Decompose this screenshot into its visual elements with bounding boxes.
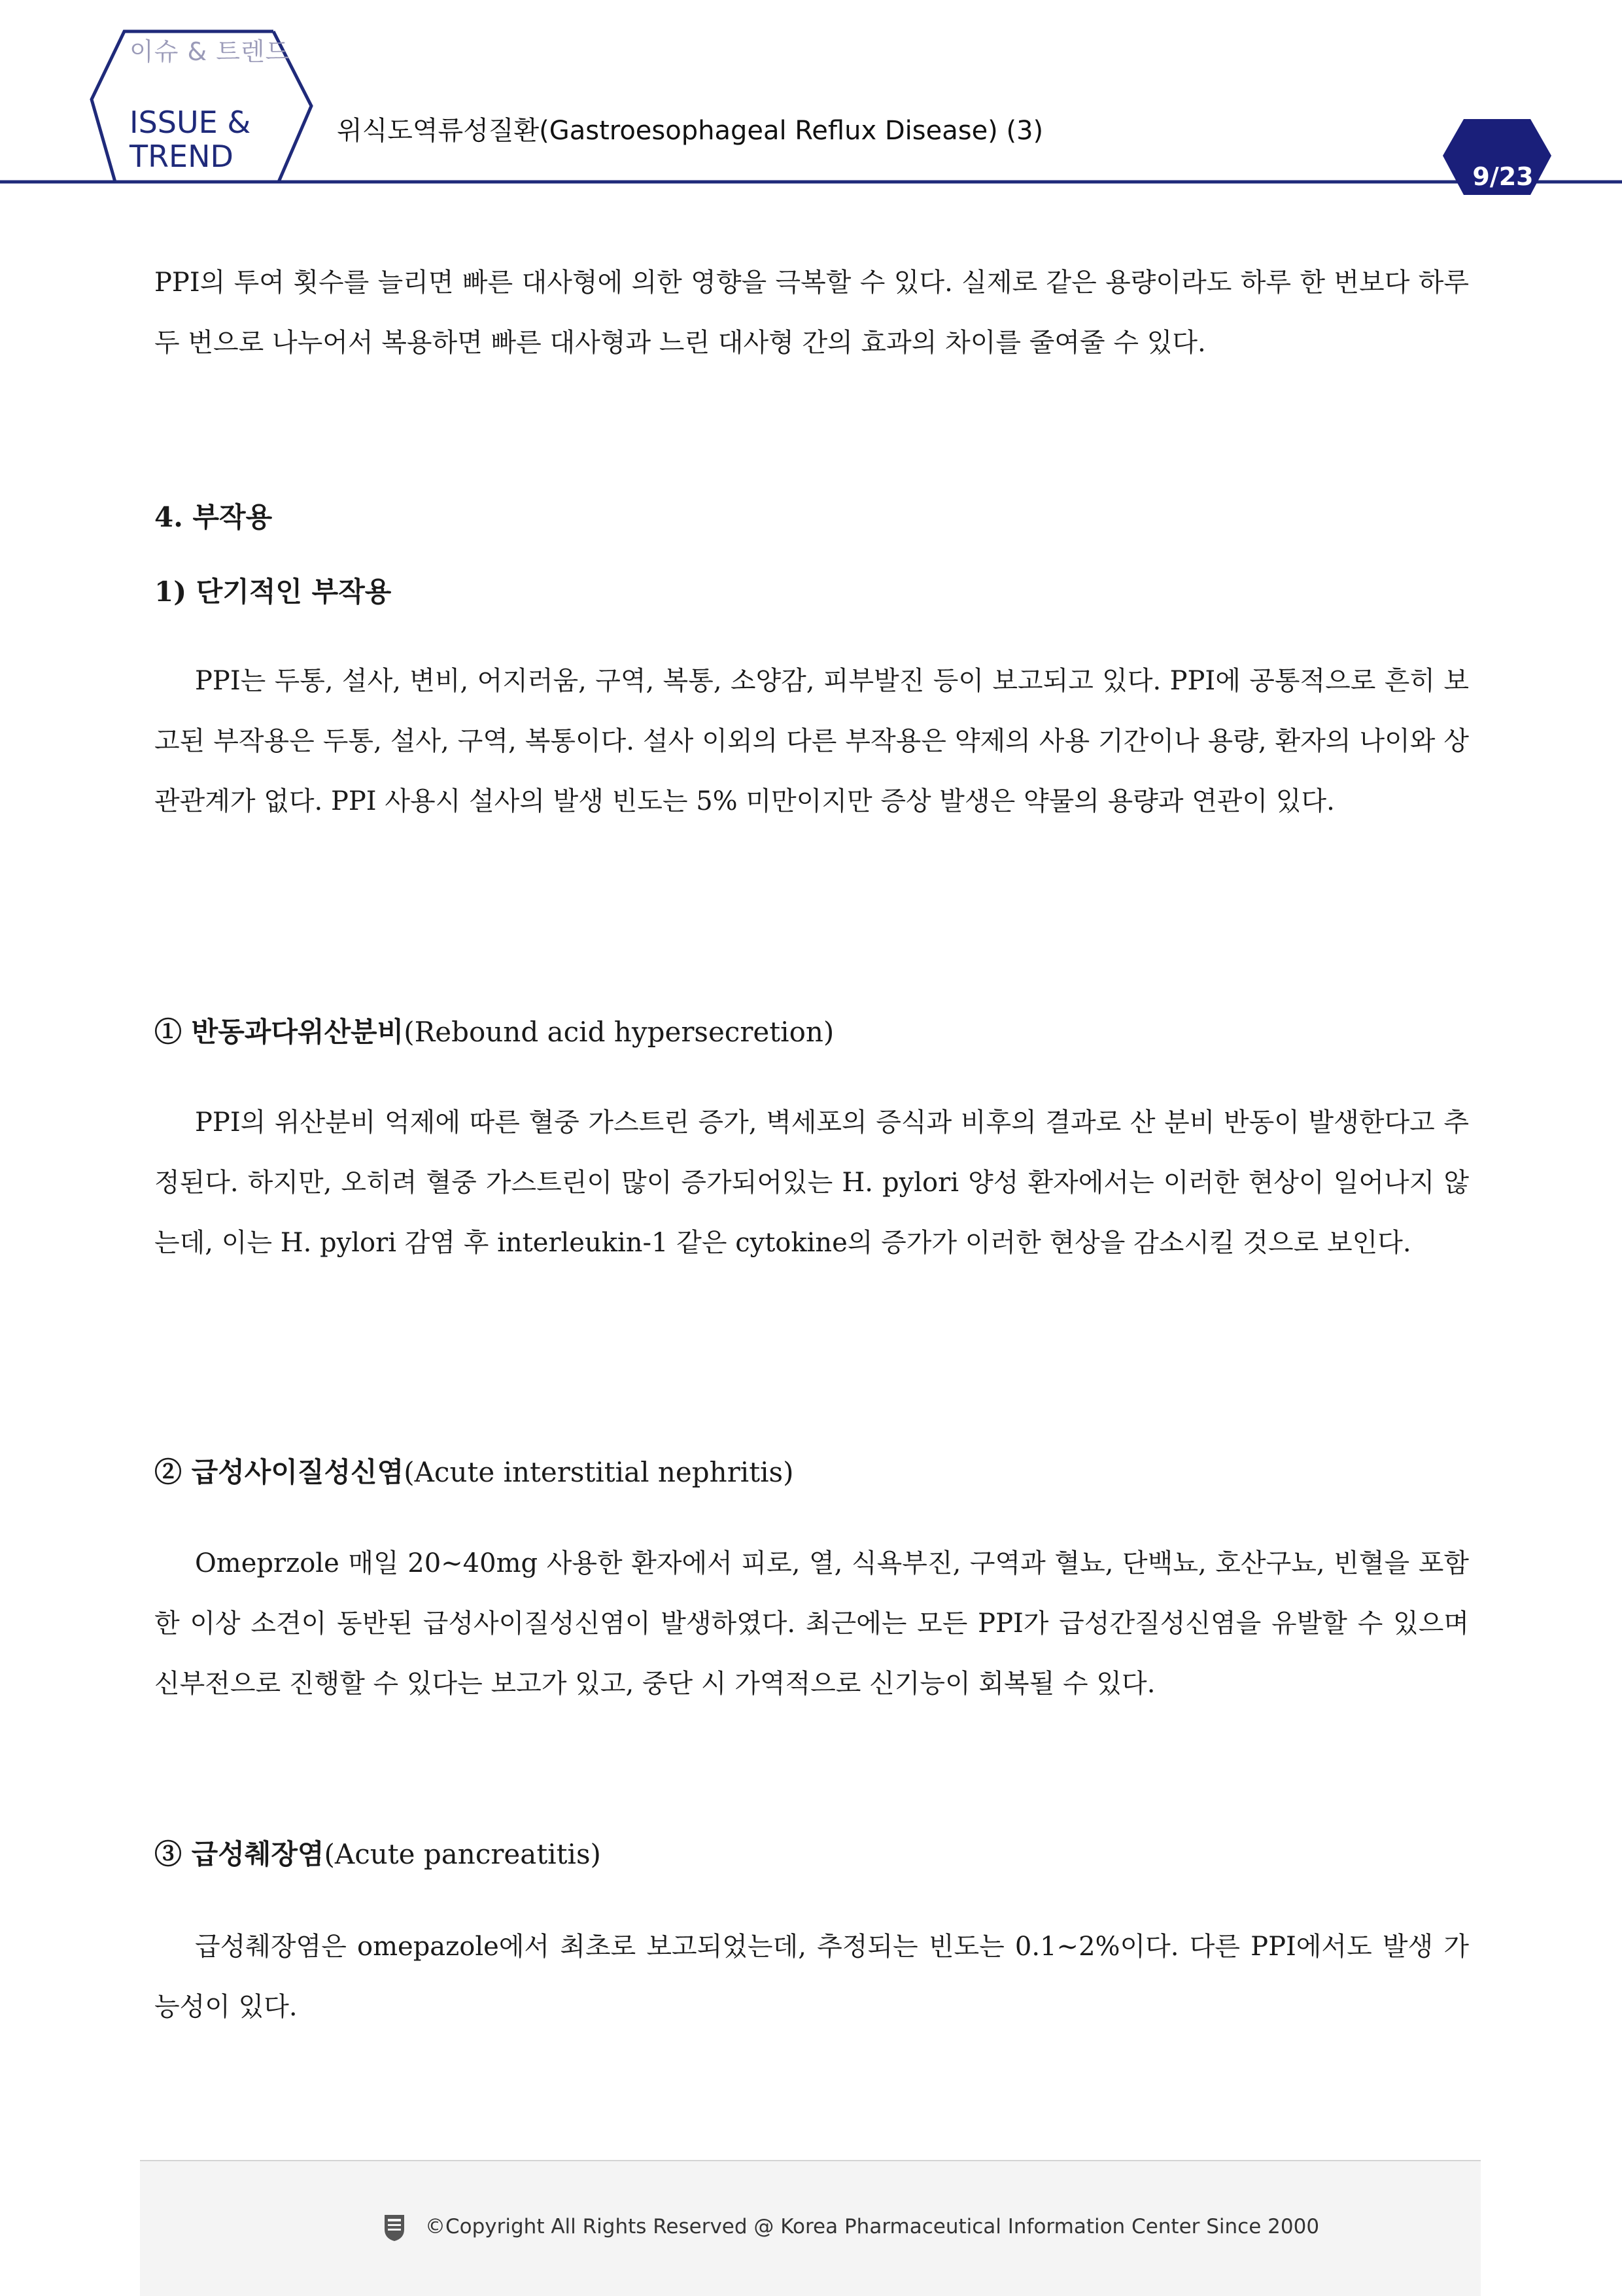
badge-trend: TREND: [129, 139, 233, 174]
item-3-title: [154, 1833, 601, 1872]
item-2-title-ko: ② 급성사이질성신염: [154, 1456, 404, 1488]
item-2-paragraph: Omeprzole 매일 20∼40mg 사용한 환자에서 피로, 열, 식욕부진, 구역과 혈뇨, 단백뇨, 호산구뇨, 빈혈을 포함한 이상 소견이 동반된 급성사이질성신염이 발생하였다. 최근에는 모든 PPI가 급성간질성신염을 유발할 수 있으며 신부전으로 진행할 수 있다는 보고가 있고, 중단 시 가역적으로 신기능이 회복될 수 있다.: [154, 1548, 1469, 1699]
short-term-paragraph: PPI는 두통, 설사, 변비, 어지러움, 구역, 복통, 소양감, 피부발진 등이 보고되고 있다. PPI에 공통적으로 흔히 보고된 부작용은 두통, 설사, 구역, 복통이다. 설사 이외의 다른 부작용은 약제의 사용 기간이나 용량, 환자의 나이와 상관관계가 없다. PPI 사용시 설사의 발생 빈도는 5% 미만이지만 증상 발생은 약물의 용량과 연관이 있다.: [154, 666, 1469, 816]
section-title: 4. 부작용: [154, 501, 273, 533]
kpic-crest-icon: [383, 2214, 406, 2242]
item-3-paragraph: 급성췌장염은 omepazole에서 최초로 보고되었는데, 추정되는 빈도는 0.1∼2%이다. 다른 PPI에서도 발생 가능성이 있다.: [154, 1932, 1469, 2022]
item-1-title-ko: ① 반동과다위산분비: [154, 1016, 404, 1048]
badge-issue: ISSUE &: [129, 105, 251, 140]
item-3-title-ko: ③ 급성췌장염: [154, 1838, 324, 1870]
item-1-paragraph: PPI의 위산분비 억제에 따른 혈중 가스트린 증가, 벽세포의 증식과 비후의 결과로 산 분비 반동이 발생한다고 추정된다. 하지만, 오히려 혈중 가스트린이 많이 증가되어있는 H. pylori 양성 환자에서는 이러한 현상이 일어나지 않는데, 이는 H. pylori 감염 후 interleukin-1 같은 cytokine의 증가가 이러한 현상을 감소시킬 것으로 보인다.: [154, 1107, 1469, 1258]
item-1-title-en: (Rebound acid hypersecretion): [404, 1016, 835, 1048]
subsection-title: 1) 단기적인 부작용: [154, 576, 392, 608]
header-graphic: [0, 0, 1622, 196]
page-number: 9/23: [1472, 162, 1534, 191]
item-2-title: [154, 1451, 793, 1490]
item-1-title: [154, 1011, 834, 1050]
item-3-title-en: (Acute pancreatitis): [324, 1838, 601, 1870]
badge-korean: 이슈 & 트렌드: [129, 37, 290, 66]
intro-paragraph: PPI의 투여 횟수를 늘리면 빠른 대사형에 의한 영향을 극복할 수 있다. 실제로 같은 용량이라도 하루 한 번보다 하루 두 번으로 나누어서 복용하면 빠른 대사형과 느린 대사형 간의 효과의 차이를 줄여줄 수 있다.: [154, 268, 1469, 358]
item-2-title-en: (Acute interstitial nephritis): [404, 1456, 794, 1488]
header-title: 위식도역류성질환(Gastroesophageal Reflux Disease) (3): [337, 116, 1044, 146]
footer-copyright: ©Copyright All Rights Reserved @ Korea Pharmaceutical Information Center Since 2000: [425, 2215, 1320, 2238]
